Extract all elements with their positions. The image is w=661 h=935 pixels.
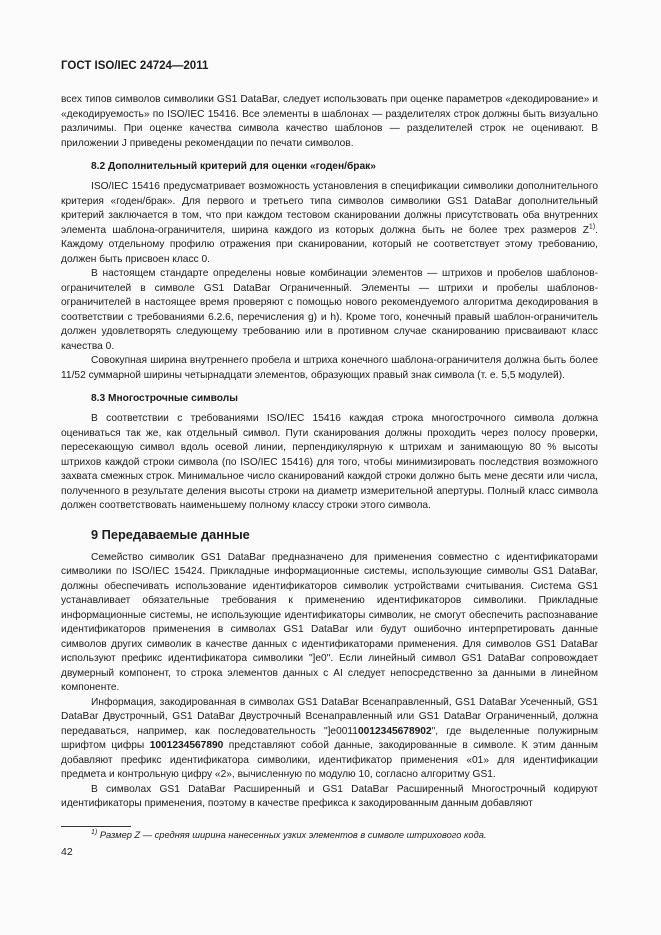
section-8-3-paragraph: В соответствии с требованиями ISO/IEC 15416 каждая строка многострочного символа должна оцениваться так же, как отдельный символ. Пути сканирования должны проходить через полосу проверки, пересекающую символ вдоль осевой линии, перпендикулярную к штрихам и занимающую 80 % высоты штрихов каждой строки символа (по ISO/IEC 15416) для того, чтобы минимизировать последствия возможного захвата смежных строк. Минимальное число сканирований каждой строки должно быть мене десяти или числа, полученного в результате деления высоты строки на диаметр измерительной апертуры. Полный класс символа должен соответствовать наименьшему полному классу строки этого символа.: [61, 413, 598, 511]
page-number: 42: [61, 846, 73, 858]
section-8-2-heading: 8.2 Дополнительный критерий для оценки «годен/брак»: [91, 161, 376, 172]
section-9-paragraph-2: Информация, закодированная в символах GS1 DataBar Всенаправленный, GS1 DataBar Усеченный, GS1 DataBar Двустрочный, GS1 DataBar Двустрочный Всенаправленный или GS1 DataBar Ограниченный, должна передаваться, например, как последовательность "]e00110012345678902", где выделенные полужирным шрифтом цифры 1001234567890 представляют собой данные, закодированные в символе. К этим данным добавляют префикс идентификатора символики, идентификатор применения «01» для идентификации предмета и контрольную цифру «2», вычисленную по модулю 10, согласно алгоритму GS1.: [61, 696, 598, 780]
section-9-paragraph-1: Семейство символик GS1 DataBar предназначено для применения совместно с идентификаторами символики по ISO/IEC 15424. Прикладные информационные системы, использующие символы GS1 DataBar, должны обеспечивать использование идентификаторов символик устройствами считывания. Система GS1 устанавливает обязательные требования к применению идентификаторов символики. Прикладные информационные системы, не использующие идентификаторы символик, не смогут обеспечить распознавание идентификаторов применения в символах GS1 DataBar или будут ошибочно интерпретировать данные символов других символик в качестве данных с идентификаторами применения. Для символов GS1 DataBar используют префикс идентификатора символики "]e0". Если линейный символ GS1 DataBar сопровождает двумерный компонент, то строка элементов данных с AI следует непосредственно за данными в линейном компоненте.: [61, 551, 598, 693]
intro-paragraph: всех типов символов символики GS1 DataBar, следует использовать при оценке параметров «декодирование» и «декодируемость» по ISO/IEC 15416. Все элементы в шаблонах — разделителях строк должны быть визуально различимы. При оценке качества символа качество шаблонов — разделителей строк не оценивают. В приложении J приведены рекомендации по печати символов.: [61, 94, 598, 149]
footnote-separator: [61, 826, 131, 827]
section-9-paragraph-3: В символах GS1 DataBar Расширенный и GS1 DataBar Расширенный Многострочный кодируют идентификаторы применения, поэтому в качестве префикса к закодированным данным добавляют: [61, 783, 598, 809]
footnote: $^{1)}$ Размер Z — средняя ширина нанесенных узких элементов в символе штрихового кода.: [91, 828, 487, 840]
page-header: ГОСТ ISO/IEC 24724—2011: [61, 60, 209, 72]
section-9-heading: 9 Передаваемые данные: [91, 526, 250, 542]
section-8-2-paragraph-3: Совокупная ширина внутреннего пробела и штриха конечного шаблона-ограничителя должна быть более 11/52 суммарной ширины четырнадцати элементов, образующих правый знак символа (т. е. 5,5 модулей).: [61, 355, 598, 381]
page-content: [61, 93, 598, 812]
section-8-2-paragraph-2: В настоящем стандарте определены новые комбинации элементов — штрихов и пробелов шаблонов-ограничителей в символе GS1 DataBar Ограниченный. Элементы — штрихи и пробелы шаблонов-ограничителей в настоящее время проверяют с помощью нового рекомендуемого алгоритма декодирования в соответствии с требованиями 6.2.6, перечисления g) и h). Кроме того, конечный правый шаблон-ограничитель должен удовлетворять следующему требованию или в противном случае сканированию присваивают класс качества 0.: [61, 268, 598, 352]
section-8-2-paragraph-1: ISO/IEC 15416 предусматривает возможность установления в спецификации символики дополнительного критерия «годен/брак». Для первого и третьего типа символов символики GS1 DataBar дополнительный критерий заключается в том, что при каждом тестовом сканировании должны присутствовать оба внутренних элемента шаблона-ограничителя, ширина каждого из которых должна быть не более трех размеров $Z^{1)}$. Каждому отдельному профилю отражения при сканировании, который не соответствует этому требованию, должен быть присвоен класс 0.: [61, 181, 598, 265]
section-8-3-heading: 8.3 Многострочные символы: [91, 393, 238, 404]
